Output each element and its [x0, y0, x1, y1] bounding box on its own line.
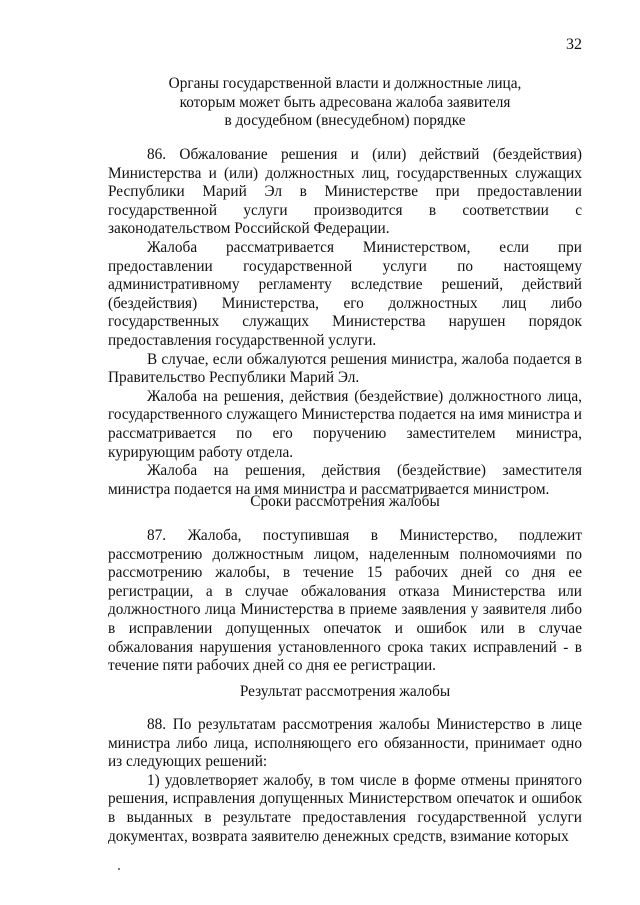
- heading-line: в досудебном (внесудебном) порядке: [224, 112, 466, 130]
- paragraph: 86. Обжалование решения и (или) действий (бездействия) Министерства и (или) должностных лиц, государственных служащих Республики Марий Эл в Министерстве при предоставлении государственной услуги производится в соответствии с законодательством Российской Федерации.: [108, 146, 582, 238]
- section-title: Результат рассмотрения жалобы: [239, 683, 451, 700]
- scan-speck: [118, 868, 120, 870]
- paragraph: В случае, если обжалуются решения министра, жалоба подается в Правительство Республики Марий Эл.: [108, 350, 582, 387]
- section-86: [108, 146, 582, 499]
- section-87: [108, 527, 582, 676]
- section-title: Сроки рассмотрения жалобы: [250, 493, 440, 510]
- heading-line: Органы государственной власти и должностные лица,: [168, 75, 522, 92]
- paragraph: 87. Жалоба, поступившая в Министерство, подлежит рассмотрению должностным лицом, наделенным полномочиями по рассмотрению жалобы, в течение 15 рабочих дней со дня ее регистрации, а в случае обжалования отказа Министерства или должностного лица Министерства в приеме заявления у заявителя либо в исправлении допущенных опечаток и ошибок или в случае обжалования нарушения установленного срока таких исправлений - в течение пяти рабочих дней со дня ее регистрации.: [108, 527, 582, 675]
- paragraph: Жалоба рассматривается Министерством, если при предоставлении государственной услуги по настоящему административному регламенту вследствие решений, действий (бездействия) Министерства, его должностных лиц либо государственных служащих Министерства нарушен порядок предоставления государственной услуги.: [108, 238, 582, 349]
- page-number: 32: [566, 36, 582, 53]
- paragraph: Жалоба на решения, действия (бездействие) должностного лица, государственного служащего Министерства подается на имя министра и рассматривается по его поручению заместителем министра, курирующим работу отдела.: [108, 387, 582, 461]
- paragraph: Жалоба на решения, действия (бездействие) заместителя министра подается на имя министра и рассматривается министром.: [108, 462, 582, 498]
- paragraph: 88. По результатам рассмотрения жалобы Министерство в лице министра либо лица, исполняющего его обязанности, принимает одно из следующих решений:: [108, 716, 582, 771]
- heading-line: которым может быть адресована жалоба заявителя: [179, 93, 511, 111]
- document-heading: [140, 75, 550, 131]
- section-88: [108, 716, 582, 846]
- paragraph: 1) удовлетворяет жалобу, в том числе в форме отмены принятого решения, исправления допущенных Министерством опечаток и ошибок в выданных в результате предоставления государственной услуги документах, возврата заявителю денежных средств, взимание которых: [108, 771, 582, 845]
